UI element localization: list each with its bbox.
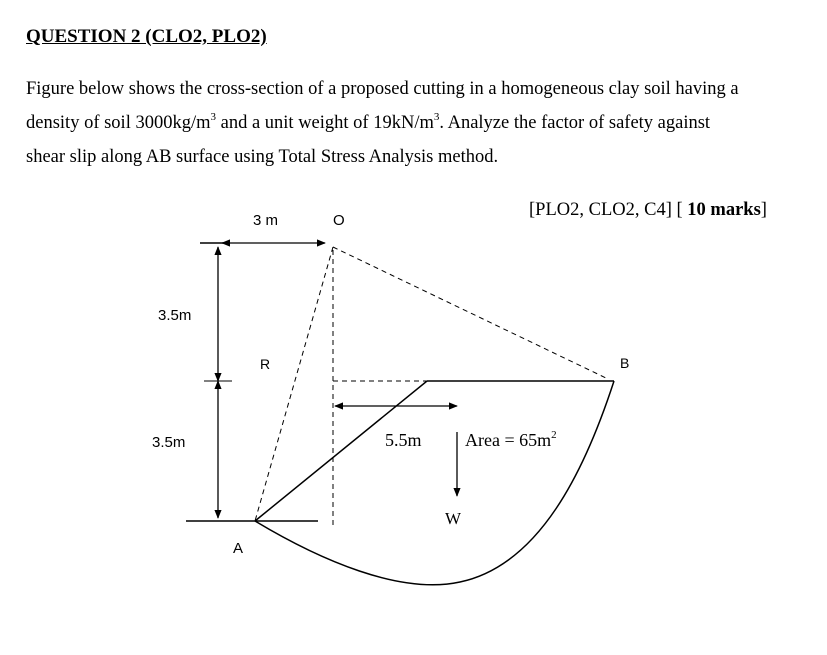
marks-count: 10 marks: [687, 200, 761, 220]
area-exponent: 2: [551, 429, 557, 441]
label-R: R: [260, 356, 271, 372]
marks-close-bracket: ]: [760, 200, 767, 220]
density-text: density of soil 3000kg/m: [26, 113, 211, 133]
label-3m: 3 m: [253, 212, 279, 229]
analyze-text: . Analyze the factor of safety against: [439, 113, 711, 133]
label-area: [465, 429, 557, 450]
radius-line-OA: [255, 247, 333, 521]
question-heading: QUESTION 2 (CLO2, PLO2): [26, 26, 267, 47]
unit-weight-text: and a unit weight of 19kN/m: [216, 113, 434, 133]
label-B: B: [620, 355, 630, 371]
label-A: A: [233, 540, 244, 557]
slip-surface-arc: [255, 381, 614, 585]
label-O: O: [333, 212, 345, 229]
label-upper-height: 3.5m: [158, 307, 192, 324]
question-line-1: Figure below shows the cross-section of a proposed cutting in a homogeneous clay soil having a: [26, 79, 739, 99]
question-line-3: shear slip along AB surface using Total Stress Analysis method.: [26, 147, 499, 167]
label-W: W: [445, 509, 462, 528]
label-lever-arm: 5.5m: [385, 430, 422, 450]
slope-face-line: [255, 381, 427, 521]
label-lower-height: 3.5m: [152, 434, 186, 451]
radius-line-OB: [333, 247, 606, 378]
area-text: Area = 65m: [465, 430, 552, 450]
marks-codes: [PLO2, CLO2, C4] [: [529, 200, 688, 220]
density-exponent: 3: [210, 111, 216, 123]
unit-weight-exponent: 3: [433, 111, 440, 123]
